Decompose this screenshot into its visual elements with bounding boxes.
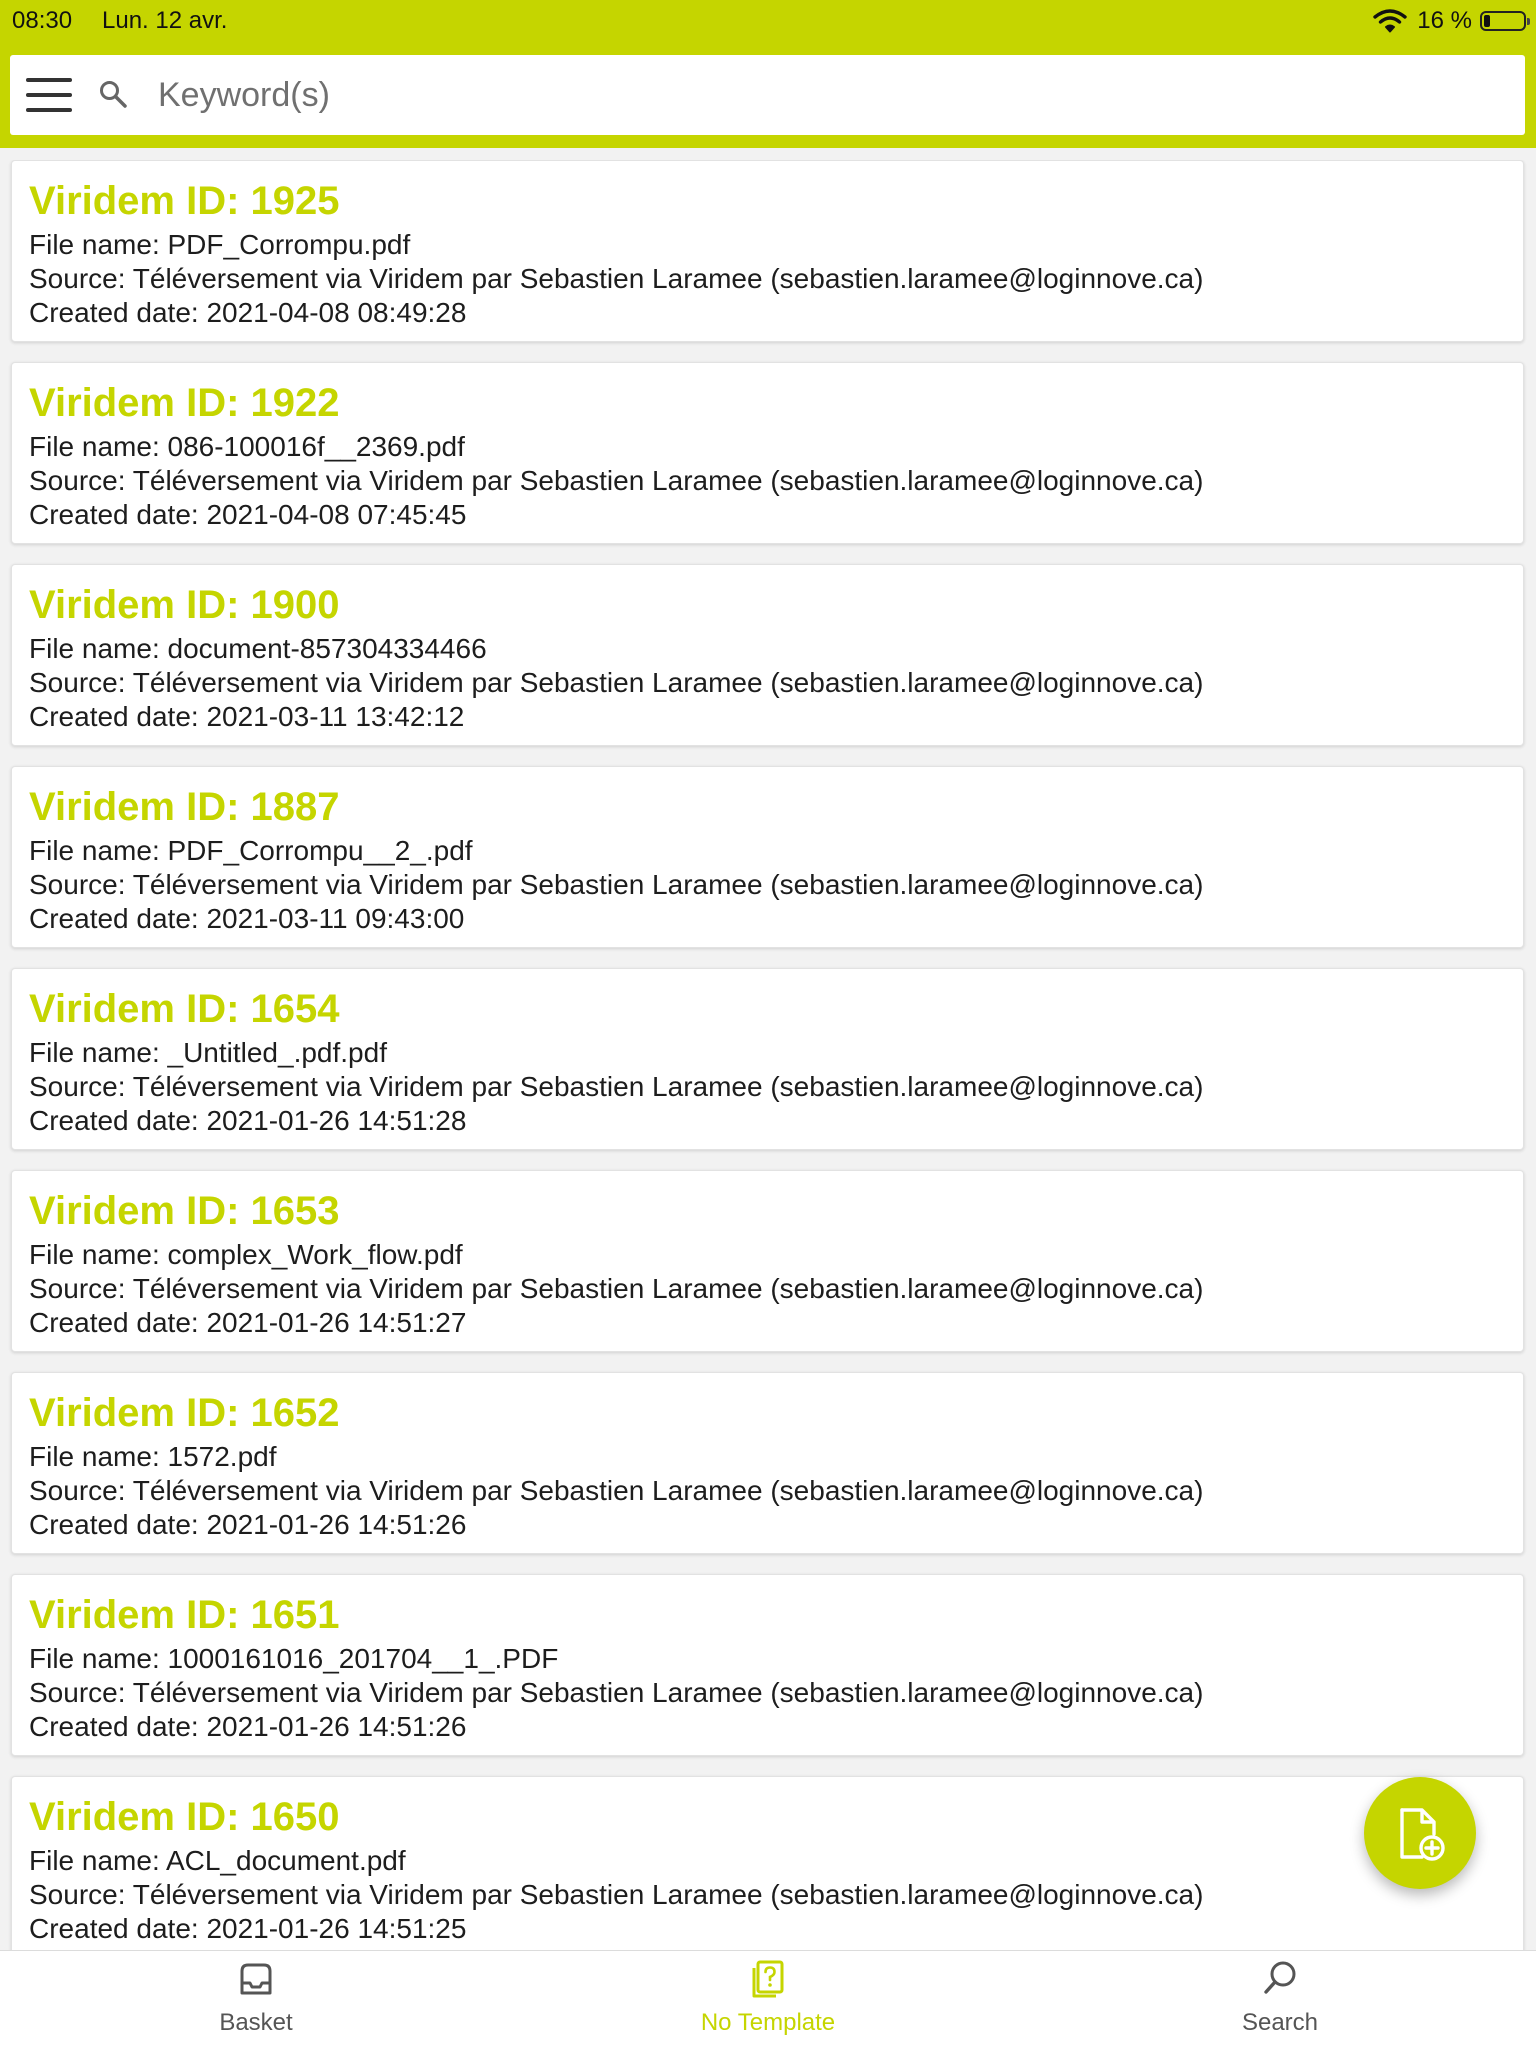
hamburger-menu-icon[interactable] <box>26 76 72 114</box>
document-file-name: File name: 1572.pdf <box>29 1441 277 1472</box>
document-source: Source: Téléversement via Viridem par Sebastien Laramee (sebastien.laramee@loginnove.ca) <box>29 465 1204 496</box>
battery-icon <box>1480 11 1526 31</box>
search-bar <box>10 55 1525 135</box>
document-id: Viridem ID: 1650 <box>29 1795 340 1839</box>
document-source: Source: Téléversement via Viridem par Sebastien Laramee (sebastien.laramee@loginnove.ca) <box>29 1071 1204 1102</box>
document-created-date: Created date: 2021-03-11 09:43:00 <box>29 903 465 934</box>
tab-label: Search <box>1241 2009 1319 2036</box>
document-file-name: File name: 1000161016_201704__1_.PDF <box>29 1643 559 1674</box>
document-id: Viridem ID: 1651 <box>29 1593 340 1637</box>
document-card[interactable] <box>11 160 1524 342</box>
document-card[interactable] <box>11 564 1524 746</box>
document-id: Viridem ID: 1900 <box>29 583 340 627</box>
document-source: Source: Téléversement via Viridem par Sebastien Laramee (sebastien.laramee@loginnove.ca) <box>29 1273 1204 1304</box>
document-source: Source: Téléversement via Viridem par Sebastien Laramee (sebastien.laramee@loginnove.ca) <box>29 263 1204 294</box>
document-created-date: Created date: 2021-01-26 14:51:27 <box>29 1307 467 1338</box>
document-created-date: Created date: 2021-01-26 14:51:26 <box>29 1509 467 1540</box>
document-id: Viridem ID: 1652 <box>29 1391 340 1435</box>
document-card[interactable] <box>11 1170 1524 1352</box>
document-source: Source: Téléversement via Viridem par Sebastien Laramee (sebastien.laramee@loginnove.ca) <box>29 667 1204 698</box>
document-card[interactable] <box>11 766 1524 948</box>
document-created-date: Created date: 2021-04-08 07:45:45 <box>29 499 467 530</box>
document-source: Source: Téléversement via Viridem par Sebastien Laramee (sebastien.laramee@loginnove.ca) <box>29 1879 1204 1910</box>
document-card[interactable] <box>11 1776 1524 1950</box>
document-id: Viridem ID: 1654 <box>29 987 340 1031</box>
status-time: 08:30 <box>12 7 73 34</box>
status-indicators <box>1373 6 1526 36</box>
battery-level <box>1484 15 1490 27</box>
battery-tip <box>1527 18 1530 25</box>
tab-label: Basket <box>219 2009 293 2036</box>
document-created-date: Created date: 2021-01-26 14:51:26 <box>29 1711 467 1742</box>
document-source: Source: Téléversement via Viridem par Sebastien Laramee (sebastien.laramee@loginnove.ca) <box>29 1677 1204 1708</box>
unknown-document-icon <box>750 1959 786 1999</box>
document-file-name: File name: PDF_Corrompu__2_.pdf <box>29 835 473 866</box>
status-bar <box>0 0 1536 44</box>
inbox-icon <box>238 1959 274 1999</box>
search-input[interactable] <box>158 69 1498 121</box>
document-card[interactable] <box>11 362 1524 544</box>
tab-no-template[interactable] <box>512 1951 1024 2049</box>
document-id: Viridem ID: 1922 <box>29 381 340 425</box>
document-file-name: File name: document-857304334466 <box>29 633 487 664</box>
tab-basket[interactable] <box>0 1951 512 2049</box>
document-card[interactable] <box>11 1372 1524 1554</box>
document-card[interactable] <box>11 968 1524 1150</box>
top-bar <box>0 0 1536 148</box>
bottom-tab-bar <box>0 1950 1536 2049</box>
document-file-name: File name: _Untitled_.pdf.pdf <box>29 1037 387 1068</box>
document-created-date: Created date: 2021-01-26 14:51:25 <box>29 1913 467 1944</box>
document-file-name: File name: complex_Work_flow.pdf <box>29 1239 463 1270</box>
wifi-icon <box>1373 8 1407 34</box>
document-created-date: Created date: 2021-01-26 14:51:28 <box>29 1105 467 1136</box>
search-icon <box>1262 1959 1298 1999</box>
document-id: Viridem ID: 1925 <box>29 179 340 223</box>
document-card[interactable] <box>11 1574 1524 1756</box>
document-file-name: File name: 086-100016f__2369.pdf <box>29 431 465 462</box>
document-list <box>0 160 1536 1950</box>
battery-percentage: 16 % <box>1417 7 1472 34</box>
status-date: Lun. 12 avr. <box>102 7 228 34</box>
add-document-icon <box>1396 1807 1448 1863</box>
document-id: Viridem ID: 1887 <box>29 785 340 829</box>
search-icon <box>98 79 128 109</box>
document-source: Source: Téléversement via Viridem par Sebastien Laramee (sebastien.laramee@loginnove.ca) <box>29 1475 1204 1506</box>
document-id: Viridem ID: 1653 <box>29 1189 340 1233</box>
document-file-name: File name: PDF_Corrompu.pdf <box>29 229 411 260</box>
tab-label: No Template <box>700 2009 836 2036</box>
tab-search[interactable] <box>1024 1951 1536 2049</box>
document-created-date: Created date: 2021-03-11 13:42:12 <box>29 701 465 732</box>
document-source: Source: Téléversement via Viridem par Sebastien Laramee (sebastien.laramee@loginnove.ca) <box>29 869 1204 900</box>
document-created-date: Created date: 2021-04-08 08:49:28 <box>29 297 467 328</box>
document-file-name: File name: ACL_document.pdf <box>29 1845 406 1876</box>
add-document-button[interactable] <box>1364 1777 1476 1889</box>
